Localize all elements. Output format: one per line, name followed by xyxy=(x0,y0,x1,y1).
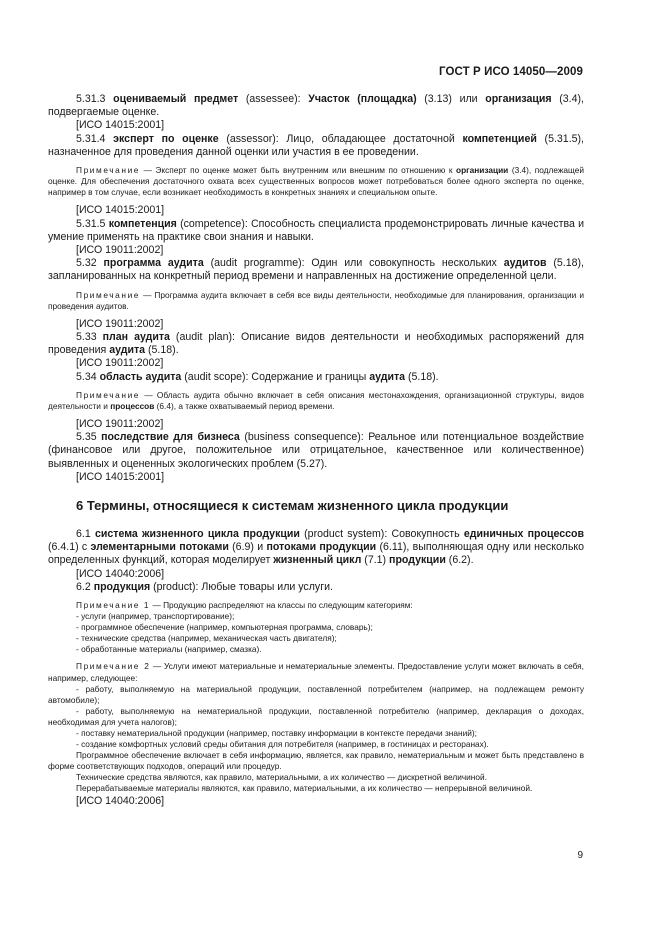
note-label: Примечание xyxy=(76,289,141,300)
term-def-text: (5.31.5), назначенное для проведения данной оценки или участия в ее проведении. xyxy=(48,132,584,158)
term-english: (assessor): xyxy=(226,132,279,145)
term-name: программа аудита xyxy=(103,257,204,270)
standard-header: ГОСТ Р ИСО 14050—2009 xyxy=(438,66,583,78)
term-5-31-4 xyxy=(48,133,584,159)
term-name: компетенция xyxy=(108,217,177,230)
term-def-text: (3.13) или xyxy=(424,93,478,105)
term-number: 5.34 xyxy=(76,370,97,383)
term-5-34 xyxy=(48,371,584,384)
term-def-bold: организация xyxy=(485,93,552,105)
note-label: Примечание xyxy=(76,389,141,400)
list-item: - программное обеспечение (например, компьютерная программа, словарь); xyxy=(76,622,373,633)
term-def-text: Один или совокупность нескольких xyxy=(311,257,497,270)
reference: [ИСО 14015:2001] xyxy=(76,470,165,483)
term-english: (competence): xyxy=(180,217,248,230)
term-def-bold: элементарными потоками xyxy=(90,541,229,554)
page-number: 9 xyxy=(577,850,583,861)
term-name: продукция xyxy=(93,580,151,593)
term-5-33 xyxy=(48,331,584,357)
term-def-bold: единичных процессов xyxy=(463,527,584,540)
term-def-text: Способность специалиста продемонстрировать личные качества и умение применять на практике свои знания и навыки. xyxy=(48,217,584,243)
term-english: (assessee): xyxy=(245,93,301,105)
note-text: (6.4), а также охватываемый период времени. xyxy=(156,400,335,411)
term-name: план аудита xyxy=(102,330,170,343)
note-text: (3.4), подлежащей оценке. Для обеспечения достаточного охвата всех существенных вопросов может потребоваться более одного эксперта по оценке, например в том случае, если возникает необходимость в конкретных знаниях и специальном опыте. xyxy=(48,165,584,198)
list-item: - поставку нематериальной продукции (например, поставку информации в контексте передачи знаний); xyxy=(76,727,477,738)
term-def-bold: компетенцией xyxy=(462,132,537,145)
term-english: (product): xyxy=(153,580,199,593)
note-1 xyxy=(48,600,584,611)
list-item: - технические средства (например, механическая часть двигателя); xyxy=(76,633,337,644)
reference: [ИСО 19011:2002] xyxy=(76,317,164,330)
list-item: - услуги (например, транспортирование); xyxy=(76,611,235,622)
note-text: — Услуги имеют материальные и нематериальные элементы. Предоставление услуги может включать в себя, например, следующее: xyxy=(48,661,584,683)
term-name: система жизненного цикла продукции xyxy=(94,527,300,540)
term-number: 6.1 xyxy=(76,527,91,540)
term-5-31-3 xyxy=(48,93,584,119)
term-def-bold: Участок (площадка) xyxy=(308,93,417,105)
term-def-text: (7.1) xyxy=(364,554,387,567)
note xyxy=(48,165,584,198)
term-def-text: (5.18). xyxy=(148,344,179,357)
term-def-text: Совокупность xyxy=(391,527,460,540)
term-def-bold: аудитов xyxy=(503,257,547,270)
reference: [ИСО 14015:2001] xyxy=(76,119,165,132)
term-def-bold: жизненный цикл xyxy=(273,554,362,567)
note-text: — Эксперт по оценке может быть внутренним или внешним по отношению к xyxy=(143,165,453,176)
term-name: эксперт по оценке xyxy=(113,132,219,145)
reference: [ИСО 14040:2006] xyxy=(76,567,165,580)
term-def-text: (6.4.1) с xyxy=(48,541,88,554)
term-def-text: (6.2). xyxy=(448,554,474,567)
note-label: Примечание xyxy=(76,165,141,176)
term-def-text: Содержание и границы xyxy=(251,370,367,383)
term-english: (audit programme): xyxy=(210,257,305,270)
term-number: 5.31.5 xyxy=(76,217,106,230)
term-def-text: (5.18), запланированных на конкретный период времени и направленных на достижение определенной цели. xyxy=(48,257,584,283)
note-paragraph: Технические средства являются, как правило, материальными, а их количество — дискретной величиной. xyxy=(76,772,487,783)
term-def-text: (3.4), подвергаемые оценке. xyxy=(48,93,584,119)
note xyxy=(48,290,584,312)
reference: [ИСО 19011:2002] xyxy=(76,243,164,256)
list-item: - работу, выполняемую на нематериальной продукции, поставленной потребителю (например, декларация о доходах, необходимая для учета налогов); xyxy=(48,705,584,727)
term-english: (audit scope): xyxy=(184,370,249,383)
term-number: 5.32 xyxy=(76,257,97,270)
list-item: - работу, выполняемую на материальной продукции, поставленной потребителем (например, на подлежащем ремонту автомобиле); xyxy=(48,683,584,705)
note-bold: организации xyxy=(456,165,509,176)
term-english: (product system): xyxy=(304,527,388,540)
reference: [ИСО 14015:2001] xyxy=(76,204,165,217)
term-number: 5.31.3 xyxy=(76,93,106,105)
list-item: - обработанные материалы (например, смазка). xyxy=(76,644,262,655)
note-text: — Программа аудита включает в себя все виды деятельности, необходимые для планирования, организации и проведения аудитов. xyxy=(48,289,584,311)
term-5-32 xyxy=(48,257,584,283)
term-number: 5.33 xyxy=(76,330,97,343)
note-2 xyxy=(48,661,584,683)
note xyxy=(48,390,584,412)
note-bold: процессов xyxy=(110,400,155,411)
term-number: 5.35 xyxy=(76,431,97,444)
note-text: — Область аудита обычно включает в себя описания местонахождения, организационной структуры, видов деятельности и xyxy=(48,389,584,411)
term-name: оцениваемый предмет xyxy=(113,93,239,105)
note-paragraph: Перерабатываемые материалы являются, как правило, материальными, а их количество — непрерывной величиной. xyxy=(76,783,533,794)
term-english: (audit plan): xyxy=(175,330,235,343)
term-def-bold: продукции xyxy=(389,554,446,567)
term-name: последствие для бизнеса xyxy=(101,431,240,444)
note-paragraph: Программное обеспечение включает в себя информацию, является, как правило, нематериальным и может быть представлено в форме соответствующих подходов, операций или процедур. xyxy=(48,750,584,772)
term-number: 6.2 xyxy=(76,580,91,593)
term-def-text: Реальное или потенциальное воздействие (финансовое или другое, положительное или отрицательное, качественное или количественное) выявленных и оцененных экологических проблем (5.27). xyxy=(48,431,584,470)
term-english: (business consequence): xyxy=(244,431,364,444)
list-item: - создание комфортных условий среды обитания для потребителя (например, в гостиницах и ресторанах). xyxy=(76,739,489,750)
term-5-35 xyxy=(48,431,584,471)
note-label: Примечание 1 xyxy=(76,599,151,610)
note-text: — Продукцию распределяют на классы по следующим категориям: xyxy=(152,599,413,610)
document-body xyxy=(48,93,584,808)
reference: [ИСО 19011:2002] xyxy=(76,417,164,430)
term-name: область аудита xyxy=(99,370,182,383)
term-number: 5.31.4 xyxy=(76,132,106,145)
term-def-text: Лицо, обладающее достаточной xyxy=(286,132,455,145)
term-6-1 xyxy=(48,528,584,568)
term-def-text: (6.9) и xyxy=(232,541,264,554)
term-def-text: Описание видов деятельности и необходимых распоряжений для проведения xyxy=(48,330,584,357)
term-5-31-5 xyxy=(48,218,584,244)
reference: [ИСО 14040:2006] xyxy=(76,794,165,807)
term-def-text: Любые товары или услуги. xyxy=(201,580,333,593)
term-def-bold: потоками продукции xyxy=(266,541,377,554)
note-label: Примечание 2 xyxy=(76,661,151,672)
section-heading: 6 Термины, относящиеся к системам жизненного цикла продукции xyxy=(76,497,509,513)
term-def-bold: аудита xyxy=(109,344,146,357)
term-def-text: (6.11), выполняющая одну или несколько определенных функций, которая моделирует xyxy=(48,541,584,567)
reference: [ИСО 19011:2002] xyxy=(76,357,164,370)
term-def-bold: аудита xyxy=(369,370,406,383)
term-6-2 xyxy=(48,581,584,594)
term-def-text: (5.18). xyxy=(408,370,439,383)
